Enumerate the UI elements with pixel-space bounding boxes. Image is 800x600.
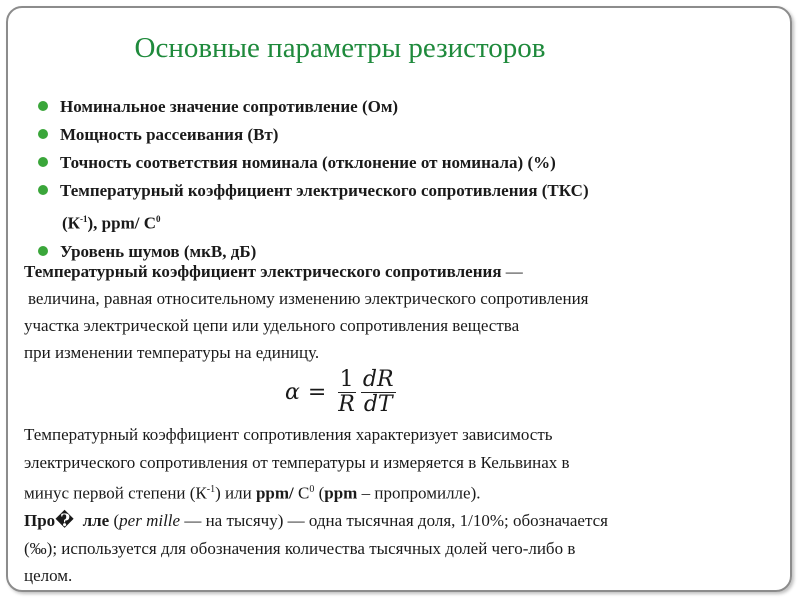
paragraph-line: [24, 476, 780, 507]
definition-line: при изменении температуры на единицу.: [24, 343, 320, 362]
exponent: -1: [206, 484, 216, 495]
bullet-icon: [38, 246, 48, 256]
text-span: – пропромилле).: [357, 483, 481, 503]
list-item: [36, 121, 776, 149]
text-span: (: [314, 483, 325, 503]
definition-line: участка электрической цепи или удельного сопротивления вещества: [24, 316, 520, 335]
definition-line: величина, равная относительному изменению электрического сопротивления: [28, 289, 589, 308]
paragraph-line: Температурный коэффициент сопротивления характеризует зависимость: [24, 425, 553, 444]
text-span: С: [293, 483, 310, 503]
fraction-denominator: dT: [363, 391, 393, 417]
unit-text: ), ppm/ С: [87, 213, 156, 233]
fraction-denominator: R: [338, 391, 355, 417]
definition-term: Температурный коэффициент электрического сопротивления: [24, 262, 502, 281]
bullet-text: Уровень шумов (мкВ, дБ): [60, 241, 257, 261]
list-item: [36, 177, 776, 238]
definition-block: [24, 258, 776, 366]
bullet-text: Номинальное значение сопротивление (Ом): [60, 97, 399, 116]
bullet-continuation: [60, 205, 776, 238]
bullet-text: Точность соответствия номинала (отклонение от номинала) (%): [60, 153, 556, 172]
parameter-list: [36, 93, 776, 266]
promille-term: Про� лле: [24, 511, 110, 531]
slide-title: Основные параметры резисторов: [134, 32, 546, 64]
formula-equals: =: [307, 379, 327, 405]
unit-text: (К: [62, 213, 80, 233]
text-span: — на тысячу) — одна тысячная доля, 1/10%; обозначается: [180, 511, 608, 531]
formula-fraction: [336, 368, 357, 415]
bullet-icon: [38, 185, 48, 195]
definition-dash: —: [501, 262, 523, 281]
bullet-icon: [38, 157, 48, 167]
paragraph-line: электрического сопротивления от температуры и измеряется в Кельвинах в: [24, 452, 570, 472]
bullet-icon: [38, 101, 48, 111]
paragraph-line: (‰); используется для обозначения количества тысячных долей чего-либо в: [24, 538, 576, 558]
fraction-numerator: dR: [362, 367, 394, 393]
bullet-icon: [38, 129, 48, 139]
fraction-numerator: 1: [339, 367, 354, 393]
list-item: [36, 93, 776, 121]
definition-line: [24, 258, 776, 285]
tcr-formula: [285, 364, 398, 420]
formula-derivative: [361, 368, 396, 415]
text-span: минус первой степени (К: [24, 483, 207, 503]
paragraph-line: [24, 507, 780, 535]
explanation-paragraph: [24, 421, 780, 590]
bullet-text: Температурный коэффициент электрического сопротивления (ТКС): [60, 181, 589, 200]
degree-exponent: 0: [309, 484, 315, 495]
latin-phrase: per mille: [119, 511, 181, 531]
text-span: (: [109, 511, 120, 531]
ppm-text: ppm: [324, 483, 358, 503]
text-span: ) или: [215, 483, 256, 503]
ppm-text: ppm/: [255, 483, 294, 503]
list-item: [36, 149, 776, 177]
degree-exponent: 0: [155, 214, 161, 224]
formula-alpha: α: [285, 379, 300, 405]
paragraph-line: целом.: [24, 566, 73, 586]
exponent: -1: [80, 214, 88, 224]
bullet-text: Мощность рассеивания (Вт): [60, 125, 279, 144]
